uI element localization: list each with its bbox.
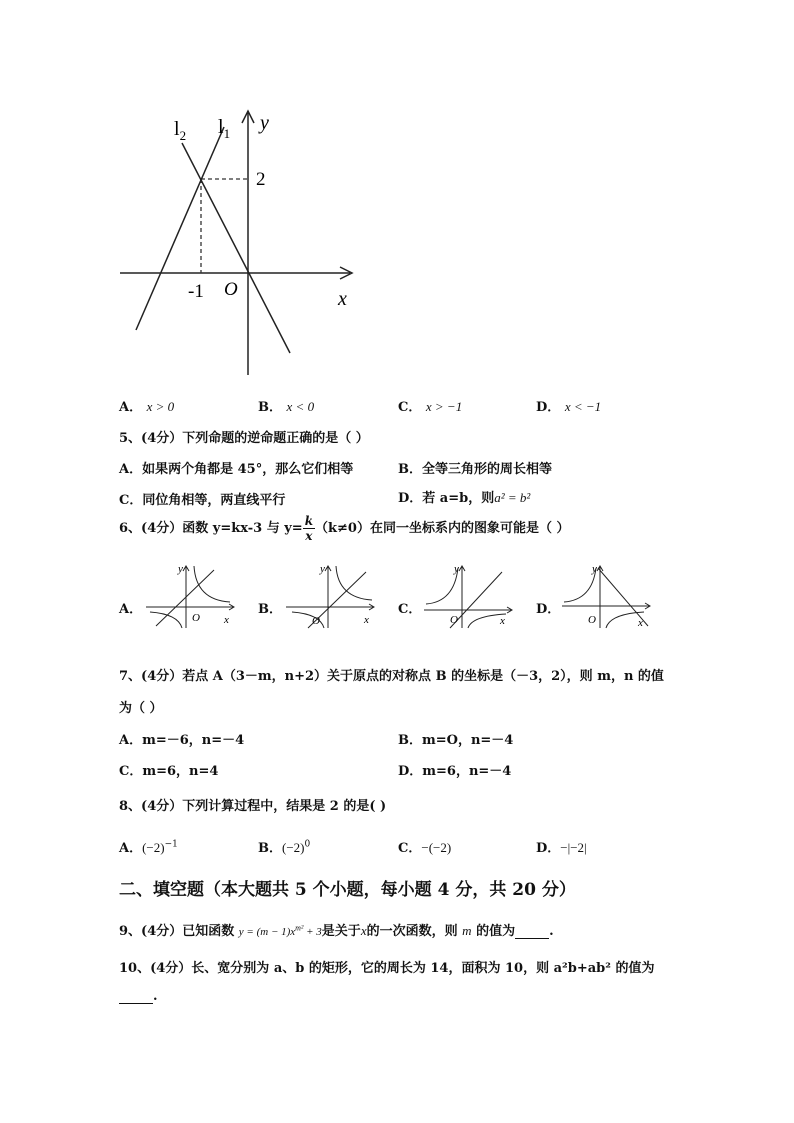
svg-text:y: y — [320, 563, 325, 575]
q4-option-b: B． x < 0 — [258, 399, 315, 415]
q6-stem: 6、(4分）函数 y=kx-3 与 y= $\frac{k}{x}$ （k≠0）在同一坐标系内的图象可能是（ ） — [119, 514, 570, 543]
q4-option-a: A． x > 0 — [119, 399, 175, 415]
q6-graph-b — [282, 560, 382, 630]
q5-option-b: B．全等三角形的周长相等 — [398, 462, 552, 477]
q8-stem: 8、(4分）下列计算过程中，结果是 2 的是( ) — [119, 799, 387, 814]
q8-option-c: C．−(−2) — [398, 840, 452, 856]
svg-text:O: O — [192, 612, 200, 624]
q5-option-a: A．如果两个角都是 45°，那么它们相等 — [119, 462, 354, 477]
q6-fraction: $\frac{k}{x}$ — [304, 514, 314, 543]
q8-option-a: A．$(-2)^{-1}$ — [119, 839, 178, 856]
l1-label: $l_1$ — [218, 116, 231, 141]
q6-graph-d — [558, 560, 658, 630]
l2-label: $l_2$ — [174, 118, 187, 143]
x-axis-label: x — [338, 288, 347, 310]
q8-option-b: B．$(-2)^0$ — [258, 839, 311, 856]
q7-option-a: A．m=－6，n=－4 — [119, 733, 245, 748]
svg-text:x: x — [364, 614, 369, 626]
q5-option-d: D．若 a=b，则a² = b² — [398, 490, 531, 506]
q7-stem-line2: 为（ ） — [119, 701, 163, 716]
q5-stem: 5、(4分）下列命题的逆命题正确的是（ ） — [119, 431, 369, 446]
svg-text:O: O — [450, 614, 458, 626]
q8-option-d: D．−|−2| — [536, 840, 587, 856]
x-tick-label: -1 — [188, 281, 204, 302]
svg-text:x: x — [638, 617, 643, 629]
svg-text:O: O — [312, 615, 320, 627]
svg-text:O: O — [588, 614, 596, 626]
q7-option-d: D．m=6，n=－4 — [398, 764, 512, 779]
line-l1 — [136, 127, 224, 330]
q10-line2: . — [119, 989, 158, 1004]
y-tick-label: 2 — [256, 169, 266, 190]
q5-option-d-math: a² = b² — [494, 490, 531, 505]
q7-stem-line1: 7、(4分）若点 A（3－m，n+2）关于原点的对称点 B 的坐标是（－3，2），则 m，n 的值 — [119, 669, 664, 684]
q7-option-c: C．m=6，n=4 — [119, 764, 219, 779]
q9: 9、(4分）已知函数 $y = (m - 1)x^{m^2} + 3$是关于x的一次函数，则 m 的值为 . — [119, 923, 554, 939]
q4-option-d: D． x < −1 — [536, 399, 602, 415]
y-axis-label: y — [260, 112, 269, 134]
linear-functions-figure — [110, 105, 370, 380]
svg-text:x: x — [500, 615, 505, 627]
origin-label: O — [224, 279, 238, 300]
q6-option-d-label: D． — [536, 602, 561, 617]
q4-option-c: C． x > −1 — [398, 399, 463, 415]
q6-option-b-label: B． — [258, 602, 282, 617]
svg-text:y: y — [454, 563, 459, 575]
q10-line1: 10、(4分）长、宽分别为 a、b 的矩形，它的周长为 14，面积为 10，则 a²b+ab² 的值为 — [119, 961, 655, 976]
svg-text:y: y — [178, 563, 183, 575]
section-2-heading: 二、填空题（本大题共 5 个小题，每小题 4 分，共 20 分） — [119, 880, 576, 900]
q7-option-b: B．m=O，n=－4 — [398, 733, 514, 748]
svg-text:y: y — [592, 563, 597, 575]
line-l2 — [182, 143, 290, 353]
q6-option-a-label: A． — [119, 602, 143, 617]
svg-text:x: x — [224, 614, 229, 626]
q10-answer-blank[interactable] — [119, 991, 153, 1004]
q6-option-c-label: C． — [398, 602, 422, 617]
q9-answer-blank[interactable] — [515, 926, 549, 939]
q6-graph-a — [142, 560, 242, 630]
q6-graph-c — [420, 560, 520, 630]
q9-function: $y = (m - 1)x^{m^2} + 3$ — [238, 923, 322, 938]
q5-option-c: C．同位角相等，两直线平行 — [119, 493, 286, 508]
